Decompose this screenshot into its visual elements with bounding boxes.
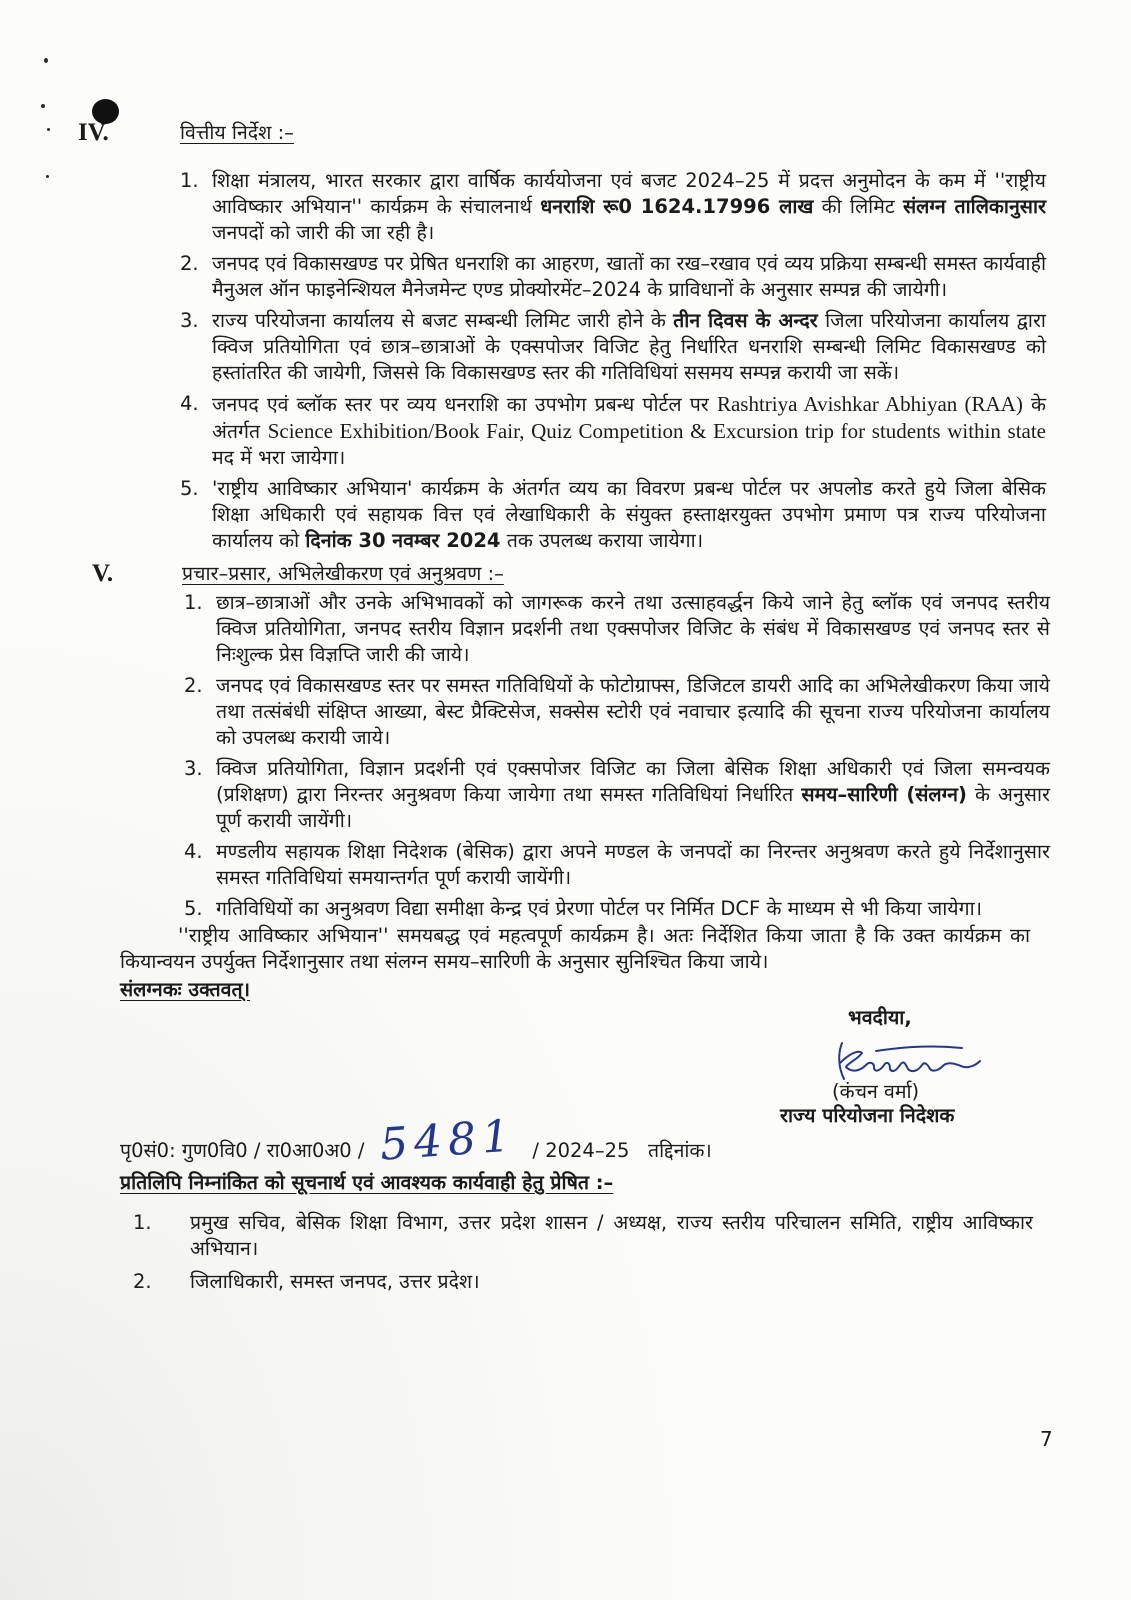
english-text-segment: Science Exhibition/Book Fair, Quiz Competition & Excursion trip for students within state [267,419,1046,443]
text-segment: छात्र–छात्राओं और उनके अभिभावकों को जागरूक करने तथा उत्साहवर्द्धन किये जाने हेतु ब्लॉक एवं जनपद स्तरीय क्विज प्रतियोगिता, जनपद स्तरीय विज्ञान प्रदर्शनी तथा एक्सपोजर विजिट के संबंध में विकासखण्ड एवं जनपद स्तर से निःशुल्क प्रेस विज्ञप्ति जारी की जाये। [216,591,1050,666]
list-item [184,590,1050,668]
section-title: वित्तीय निर्देश :– [180,121,294,144]
text-segment: मण्डलीय सहायक शिक्षा निदेशक (बेसिक) द्वारा अपने मण्डल के जनपदों का निरन्तर अनुश्रवण करते हुये निर्देशानुसार समस्त गतिविधियां समयान्तर्गत पूर्ण करायी जायेंगी। [216,840,1050,889]
text-segment: शिक्षा मंत्रालय, भारत सरकार द्वारा वार्षिक कार्ययोजना एवं बजट 2024–25 में प्रदत्त अनुमोदन के कम में ''राष्ट्रीय आविष्कार अभियान'' कार्यक्रम के संचालनार्थ [212,169,1046,218]
list-item [180,168,1046,246]
text-segment: जनपद एवं ब्लॉक स्तर पर व्यय धनराशि का उपभोग प्रबन्ध पोर्टल पर [212,393,717,416]
bold-date: दिनांक 30 नवम्बर 2024 [305,529,501,552]
section-title: प्रचार–प्रसार, अभिलेखीकरण एवं अनुश्रवण :– [182,562,504,585]
section-heading-row [0,118,1131,148]
list-item-number: 3. [180,309,199,332]
list-item [184,839,1050,891]
reference-prefix: पृ0सं0: गुण0वि0 / रा0आ0अ0 / [120,1138,365,1162]
text-segment: जनपद एवं विकासखण्ड पर प्रेषित धनराशि का आहरण, खातों का रख–रखाव एवं व्यय प्रक्रिया सम्बन्धी समस्त कार्यवाही मैनुअल ऑन फाइनेन्शियल मैनेजमेन्ट एण्ड प्रोक्योरमेंट–2024 के प्राविधानों के अनुसार सम्पन्न की जायेगी। [212,252,1046,301]
text-segment: जिला परियोजना कार्यालय द्वारा क्विज प्रतियोगिता एवं छात्र–छात्राओं के एक्सपोजर विजिट हेतु निर्धारित धनराशि सम्बन्धी लिमिट विकासखण्ड को हस्तांतरित की जायेगी, जिससे कि विकासखण्ड स्तर की गतिविधियां ससमय सम्पन्न करायी जा सकें। [212,309,1046,384]
list-item [184,756,1050,834]
copy-to-heading: प्रतिलिपि निम्नांकित को सूचनार्थ एवं आवश्यक कार्यवाही हेतु प्रेषित :– [120,1171,614,1194]
scan-speck [41,104,45,108]
publicity-monitoring-list [184,590,1050,922]
list-item-number: 4. [184,840,203,863]
list-item-text [216,673,1050,751]
section-heading-row [0,559,1131,589]
enclosure-note: संलग्नकः उक्तवत्। [120,978,251,1001]
text-segment: क्विज प्रतियोगिता, विज्ञान प्रदर्शनी एवं एक्सपोजर विजिट का जिला बेसिक शिक्षा अधिकारी एवं जिला समन्वयक (प्रशिक्षण) द्वारा निरन्तर अनुश्रवण किया जायेगा तथा समस्त गतिविधियां निर्धारित [216,757,1050,806]
text-segment: जनपद एवं विकासखण्ड स्तर पर समस्त गतिविधियों के फोटोग्राफ्स, डिजिटल डायरी आदि का अभिलेखीकरण किया जाये तथा तत्संबंधी संक्षिप्त आख्या, बेस्ट प्रैक्टिसेज, सक्सेस स्टोरी एवं नवाचार इत्यादि की सूचना राज्य परियोजना कार्यालय को उपलब्ध करायी जाये। [216,674,1050,749]
closing-paragraph: ''राष्ट्रीय आविष्कार अभियान'' समयबद्ध एवं महत्वपूर्ण कार्यक्रम है। अतः निर्देशित किया जाता है कि उक्त कार्यक्रम का कियान्वयन उपर्युक्त निर्देशानुसार तथा संलग्न समय–सारिणी के अनुसार सुनिश्चित किया जाये। [120,924,1030,973]
list-item [180,308,1046,386]
list-item [180,251,1046,303]
reference-suffix: / 2024–25 तद्दिनांक। [532,1138,712,1162]
text-segment: जनपदों को जारी की जा रही है। [212,221,435,244]
text-segment: के अंतर्गत [212,393,1046,443]
english-text-segment: Rashtriya Avishkar Abhiyan (RAA) [716,392,1023,416]
list-item-number: 4. [180,392,199,415]
list-item-text [216,756,1050,834]
bold-deadline: तीन दिवस के अन्दर [673,309,818,332]
text-segment: तक उपलब्ध कराया जायेगा। [500,529,704,552]
text-segment: गतिविधियों का अनुश्रवण विद्या समीक्षा केन्द्र एवं प्रेरणा पोर्टल पर निर्मित DCF के माध्यम से भी किया जायेगा। [216,897,983,920]
list-item-number: 2. [180,252,199,275]
list-item-number: 2. [133,1270,152,1293]
signatory-designation: राज्य परियोजना निदेशक [780,1104,955,1127]
list-item-text [216,896,1050,922]
list-item-text [212,391,1046,471]
list-item-text [212,308,1046,386]
handwritten-dispatch-number: 5481 [378,1110,519,1171]
list-item-text [212,168,1046,246]
text-segment: के अनुसार पूर्ण करायी जायेंगी। [216,783,1050,832]
list-item-text [212,251,1046,303]
list-item-text [212,476,1046,554]
list-item [180,476,1046,554]
section-financial-instructions [0,118,1131,554]
text-segment: की लिमिट [813,195,903,218]
list-item [184,896,1050,922]
text-segment: राज्य परियोजना कार्यालय से बजट सम्बन्धी लिमिट जारी होने के [212,309,674,332]
list-item [180,391,1046,471]
list-item-number: 1. [184,591,203,614]
list-item [133,1269,1033,1295]
salutation: भवदीया, [848,1006,912,1029]
scan-speck [44,58,48,63]
signature-block [0,1003,1131,1131]
list-item-number: 5. [180,477,199,500]
financial-instructions-list [180,168,1046,554]
section-publicity-monitoring [0,559,1131,922]
document-body [0,118,1131,1302]
list-item-number: 5. [184,897,203,920]
list-item-number: 1. [133,1211,152,1234]
text-segment: मद में भरा जायेगा। [212,446,346,469]
list-item-text [216,590,1050,668]
bold-phrase: संलग्न तालिकानुसार [902,195,1046,218]
list-item-text: प्रमुख सचिव, बेसिक शिक्षा विभाग, उत्तर प्रदेश शासन / अध्यक्ष, राज्य स्तरीय परिचालन समिति, राष्ट्रीय आविष्कार अभियान। [190,1211,1033,1260]
list-item-text [216,839,1050,891]
text-segment: 'राष्ट्रीय आविष्कार अभियान' कार्यक्रम के अंतर्गत व्यय का विवरण प्रबन्ध पोर्टल पर अपलोड करते हुये जिला बेसिक शिक्षा अधिकारी एवं सहायक वित्त एवं लेखाधिकारी के संयुक्त हस्ताक्षरयुक्त उपभोग प्रमाण पत्र राज्य परियोजना कार्यालय को [212,477,1046,552]
signatory-name: (कंचन वर्मा) [832,1080,920,1103]
list-item-number: 2. [184,674,203,697]
section-numeral: V. [92,560,114,587]
section-numeral: IV. [78,119,109,146]
bold-amount: धनराशि रू0 1624.17996 लाख [540,195,814,218]
bold-phrase: समय–सारिणी (संलग्न) [801,783,967,806]
list-item-number: 1. [180,169,199,192]
list-item [184,673,1050,751]
list-item [133,1210,1033,1262]
page-number: 7 [1040,1427,1053,1451]
list-item-text: जिलाधिकारी, समस्त जनपद, उत्तर प्रदेश। [190,1270,480,1293]
list-item-number: 3. [184,757,203,780]
copy-to-list [133,1210,1033,1295]
